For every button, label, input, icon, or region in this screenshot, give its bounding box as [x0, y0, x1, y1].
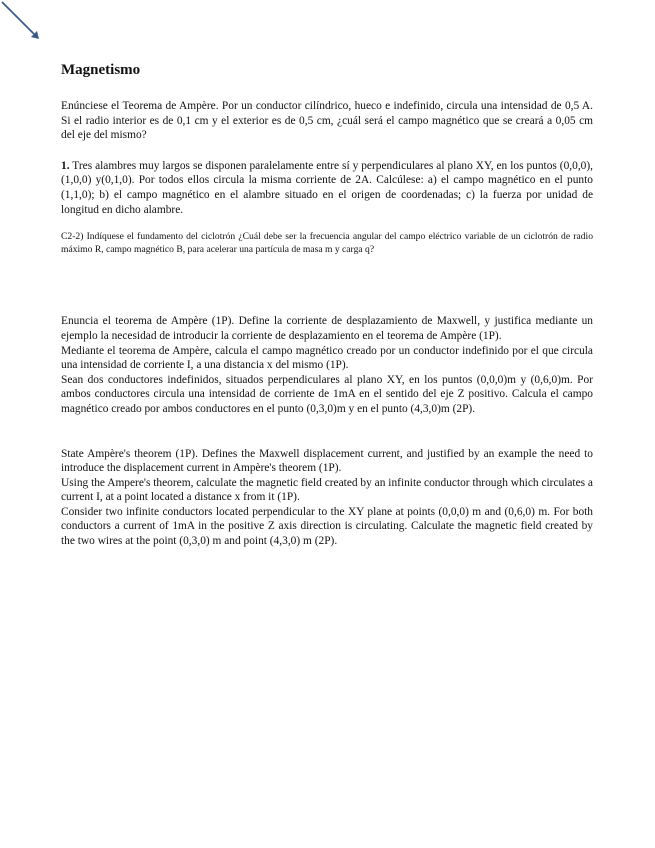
spanish-question-3: Sean dos conductores indefinidos, situados perpendiculares al plano XY, en los puntos (0,0,0)m y (0,6,0)m. Por ambos conductores circula una intensidad de corriente de 1mA en el sentido del eje Z positivo. Calcula el campo magnético creado por ambos conductores en el punto (0,3,0)m y en el punto (4,3,0)m (2P).	[61, 373, 593, 415]
ampere-cylinder-question: Enúnciese el Teorema de Ampère. Por un conductor cilíndrico, hueco e indefinido, circula una intensidad de 0,5 A. Si el radio interior es de 0,1 cm y el exterior es de 0,5 cm, ¿cuál será el campo magnético que se creará a 0,05 cm del eje del mismo?	[61, 100, 593, 142]
three-wires-question	[61, 159, 593, 217]
three-wires-text: Tres alambres muy largos se disponen paralelamente entre sí y perpendiculares al plano XY, en los puntos (0,0,0), (1,0,0) y(0,1,0). Por todos ellos circula la misma corriente de 2A. Calcúlese: a) el campo magnético en el punto (1,1,0); b) el campo magnético en el alambre situado en el origen de coordenadas; c) la fuerza por unidad de longitud en dicho alambre.	[61, 159, 593, 216]
spanish-question-1: Enuncia el teorema de Ampère (1P). Define la corriente de desplazamiento de Maxwell, y justifica mediante un ejemplo la necesidad de introducir la corriente de desplazamiento en el teorema de Ampère (1P).	[61, 315, 593, 342]
question-number: 1.	[61, 159, 70, 172]
english-question-2: Using the Ampere's theorem, calculate the magnetic field created by an infinite conductor through which circulates a current I, at a point located a distance x from it (1P).	[61, 476, 593, 504]
english-question-3: Consider two infinite conductors located perpendicular to the XY plane at points (0,0,0) m and (0,6,0) m. For both conductors a current of 1mA in the positive Z axis direction is circulating. Calculate the magnetic field created by the two wires at the point (0,3,0) m and point (4,3,0) m (2P).	[61, 505, 593, 548]
spanish-question-2: Mediante el teorema de Ampère, calcula el campo magnético creado por un conductor indefinido por el que circula una intensidad de corriente I, a una distancia x del mismo (1P).	[61, 344, 593, 372]
diagonal-arrow-icon	[0, 0, 44, 44]
document-page	[61, 62, 593, 549]
cyclotron-question: C2-2) Indíquese el fundamento del ciclotrón ¿Cuál debe ser la frecuencia angular del campo eléctrico variable de un ciclotrón de radio máximo R, campo magnético B, para acelerar una partícula de masa m y carga q?	[61, 231, 593, 255]
english-question-1: State Ampère's theorem (1P). Defines the Maxwell displacement current, and justified by an example the need to introduce the displacement current in Ampère's theorem (1P).	[61, 447, 593, 475]
page-title: Magnetismo	[61, 62, 141, 78]
